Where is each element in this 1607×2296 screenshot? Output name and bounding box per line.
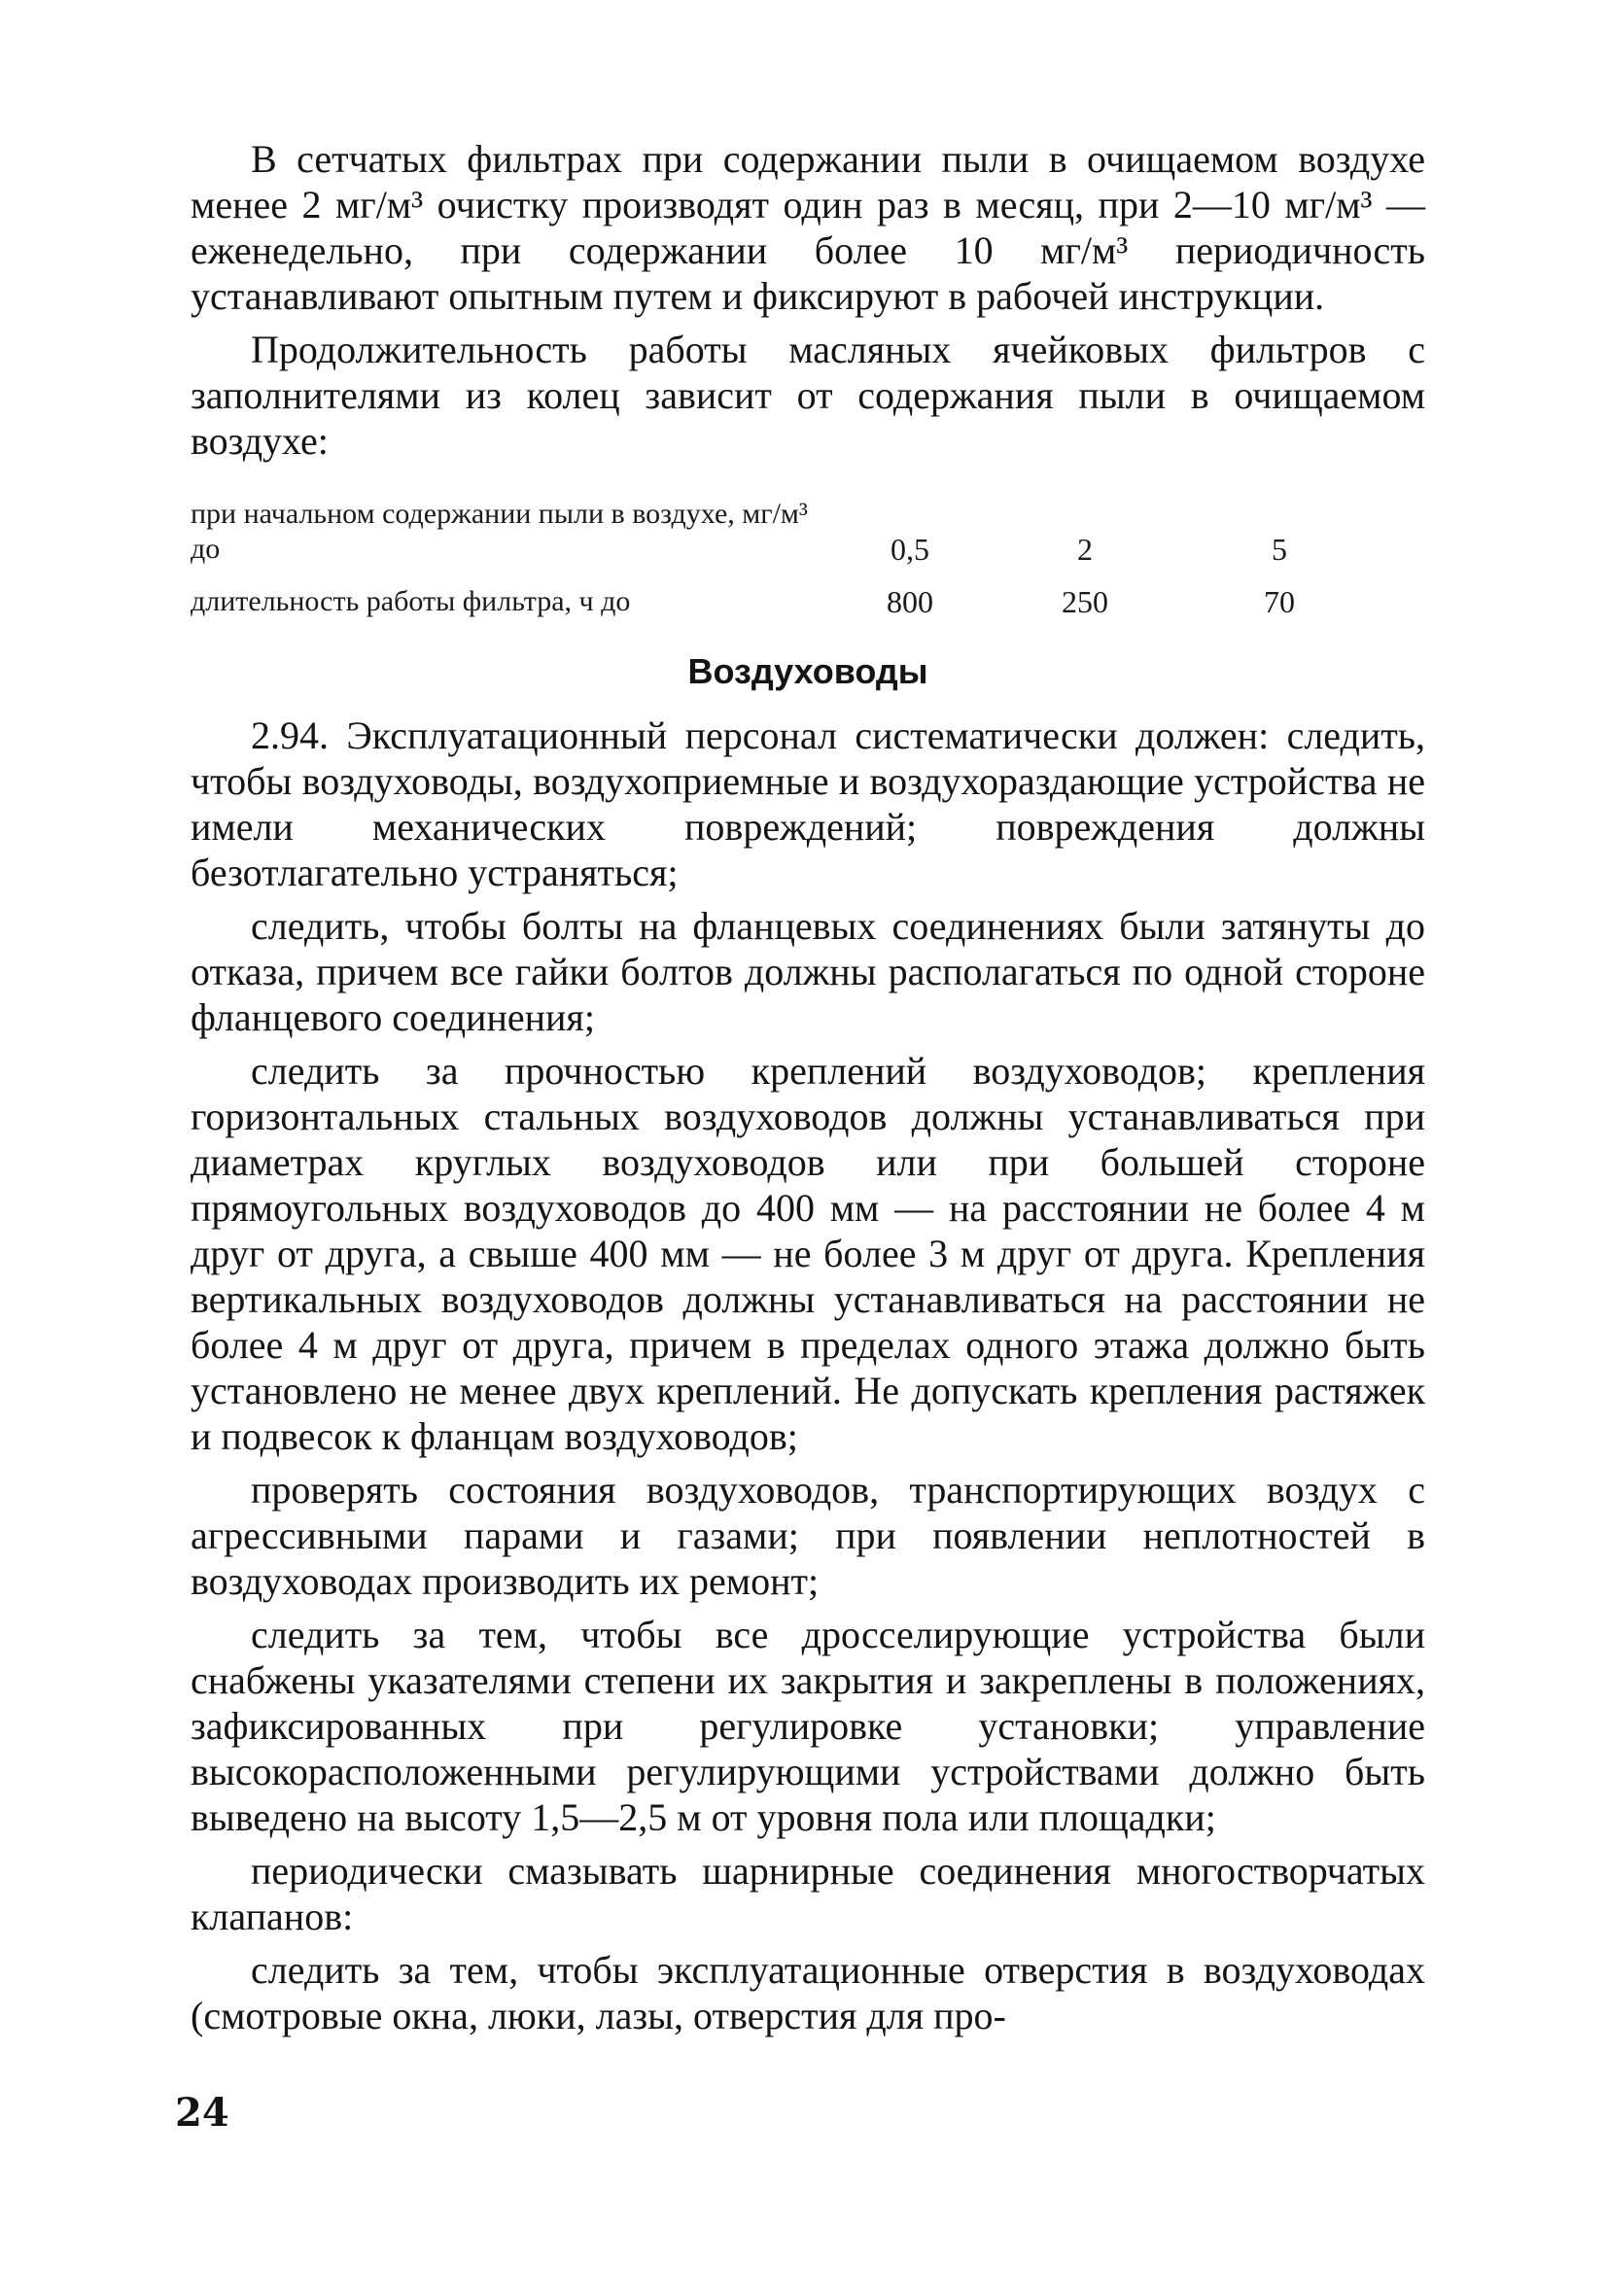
paragraph-item: проверять состояния воздуховодов, транспортирующих воздух с агрессивными парами и газами; при появлении неплотностей в воздуховодах производить их ремонт; [191,1468,1425,1603]
table-cell: 70 [1264,584,1295,619]
section-items [191,713,1425,2038]
table-row-label: при начальном содержании пыли в воздухе, мг/м³ до [191,498,808,565]
table-cell: 250 [1062,584,1108,619]
paragraph-item: следить за тем, чтобы эксплуатационные отверстия в воздуховодах (смотровые окна, люки, лазы, отверстия для про- [191,1948,1425,2037]
table-row-label: длительность работы фильтра, ч до [191,585,631,617]
table-row-filter-duration [191,584,1425,619]
table-cell: 800 [887,584,933,619]
paragraph-item: следить за тем, чтобы все дросселирующие устройства были снабжены указателями степени их закрытия и закреплены в положениях, зафиксированных при регулировке установки; управление высокорасположенными регулирующими устройствами должно быть выведено на высоту 1,5—2,5 м от уровня пола или площадки; [191,1613,1425,1839]
paragraph-item: следить за прочностью креплений воздуховодов; крепления горизонтальных стальных воздуховодов должны устанавливаться при диаметрах круглых воздуховодов или при большей стороне прямоугольных воздуховодов до 400 мм — на расстоянии не более 4 м друг от друга, а свыше 400 мм — не более 3 м друг от друга. Крепления вертикальных воздуховодов должны устанавливаться на расстоянии не более 4 м друг от друга, причем в пределах одного этажа должно быть установлено не менее двух креплений. Не допускать крепления растяжек и подвесок к фланцам воздуховодов; [191,1049,1425,1458]
paragraph-oil-filters: Продолжительность работы масляных ячейковых фильтров с заполнителями из колец зависит от содержания пыли в очищаемом воздухе: [191,328,1425,463]
table-row-initial-dust [191,497,1425,567]
table-cell: 5 [1272,532,1287,567]
paragraph-item: следить, чтобы болты на фланцевых соединениях были затянуты до отказа, причем все гайки болтов должны располагаться по одной стороне фланцевого соединения; [191,904,1425,1039]
paragraph-item: 2.94. Эксплуатационный персонал систематически должен: следить, чтобы воздуховоды, воздухоприемные и воздухораздающие устройства не имели механических повреждений; повреждения должны безотлагательно устраняться; [191,713,1425,894]
page-number: 24 [175,2090,229,2136]
table-cell: 2 [1077,532,1093,567]
page-content [191,136,1425,2038]
intro-block [191,136,1425,464]
paragraph-mesh-filters: В сетчатых фильтрах при содержании пыли в очищаемом воздухе менее 2 мг/м³ очистку производят один раз в месяц, при 2—10 мг/м³ — еженедельно, при содержании более 10 мг/м³ периодичность устанавливают опытным путем и фиксируют в рабочей инструкции. [191,137,1425,318]
table-cell: 0,5 [891,532,929,567]
dust-content-table [191,497,1425,619]
paragraph-item: периодически смазывать шарнирные соединения многостворчатых клапанов: [191,1849,1425,1938]
section-heading: Воздуховоды [687,651,928,691]
